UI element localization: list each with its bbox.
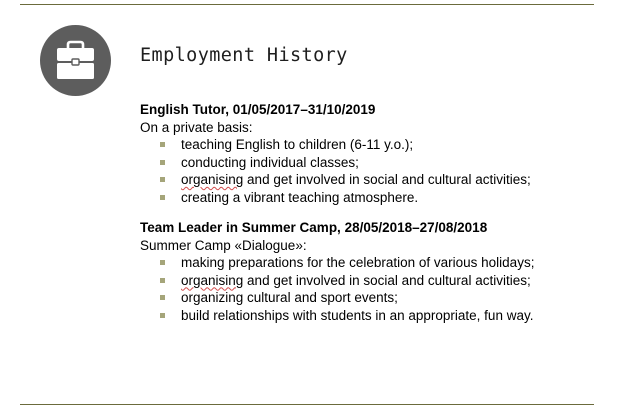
job-title: English Tutor, 01/05/2017–31/10/2019: [140, 102, 376, 117]
duty-item: [160, 154, 531, 172]
bullet-icon: [160, 142, 165, 147]
bullet-icon: [160, 295, 165, 300]
duty-item: [160, 189, 531, 207]
duty-list: [140, 136, 531, 206]
bullet-icon: [160, 160, 165, 165]
duty-item: [160, 136, 531, 154]
bullet-icon: [160, 177, 165, 182]
duty-item: [160, 289, 534, 307]
job-description: On a private basis:: [140, 119, 253, 135]
top-divider: [20, 4, 594, 5]
briefcase-icon: [40, 25, 111, 96]
duty-item: [160, 307, 534, 325]
duty-text: creating a vibrant teaching atmosphere.: [181, 189, 419, 205]
duty-text: conducting individual classes;: [181, 154, 359, 170]
duty-text: organizing cultural and sport events;: [181, 290, 398, 305]
duty-text: making preparations for the celebration of various holidays;: [181, 255, 535, 270]
duty-text: and get involved in social and cultural activities;: [243, 172, 531, 187]
bullet-icon: [160, 260, 165, 265]
bullet-icon: [160, 278, 165, 283]
briefcase-glyph: [40, 25, 111, 96]
duty-item: [160, 171, 531, 189]
bullet-icon: [160, 313, 165, 318]
duty-text: build relationships with students in an appropriate, fun way.: [181, 307, 534, 323]
bullet-icon: [160, 195, 165, 200]
job-title: Team Leader in Summer Camp, 28/05/2018–27/08/2018: [140, 220, 488, 235]
duty-text: teaching English to children (6-11 y.o.);: [181, 137, 414, 152]
duty-text: and get involved in social and cultural activities;: [243, 272, 531, 288]
spellcheck-flagged-word[interactable]: organising: [181, 272, 244, 288]
job-description: Summer Camp «Dialogue»:: [140, 237, 307, 253]
job-entry: [140, 101, 531, 206]
duty-item: [160, 254, 534, 272]
section-title: Employment History: [140, 45, 348, 66]
duty-item: [160, 272, 534, 290]
bottom-divider: [20, 404, 594, 405]
spellcheck-flagged-word[interactable]: organising: [181, 172, 244, 187]
duty-list: [140, 254, 534, 324]
job-entry: [140, 219, 534, 324]
